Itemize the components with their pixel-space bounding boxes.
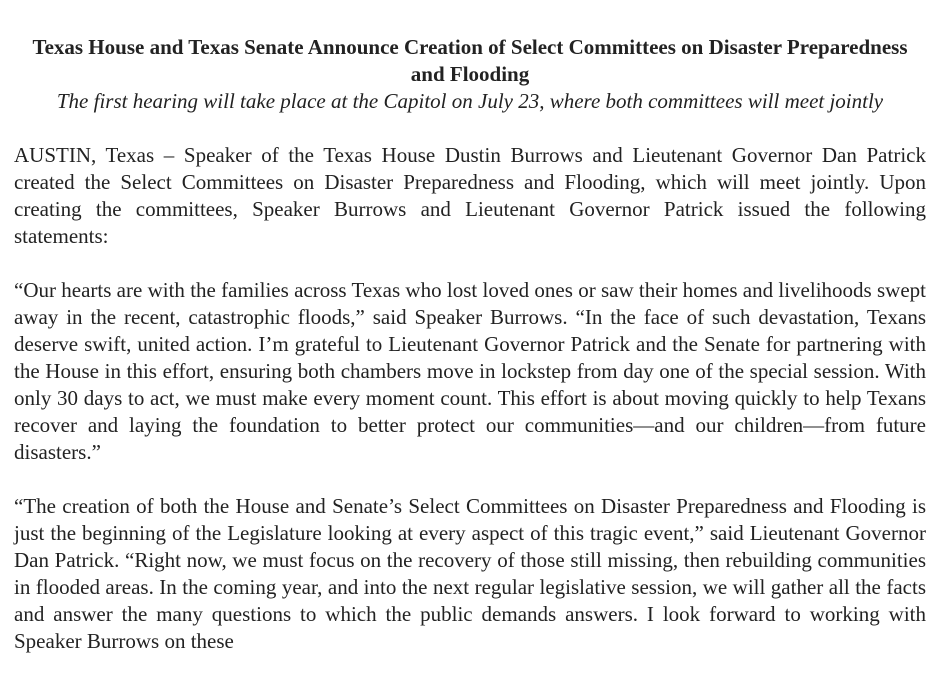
paragraph-intro: AUSTIN, Texas – Speaker of the Texas House Dustin Burrows and Lieutenant Governor Dan Patrick created the Select Committees on Disaster Preparedness and Flooding, which will meet jointly. Upon creating the committees, Speaker Burrows and Lieutenant Governor Patrick issued the following statements: bbox=[14, 143, 926, 248]
paragraph-speaker-quote: “Our hearts are with the families across Texas who lost loved ones or saw their homes and livelihoods swept away in the recent, catastrophic floods,” said Speaker Burrows. “In the face of such devastation, Texans deserve swift, united action. I’m grateful to Lieutenant Governor Patrick and the Senate for partnering with the House in this effort, ensuring both chambers move in lockstep from day one of the special session. With only 30 days to act, we must make every moment count. This effort is about moving quickly to help Texans recover and laying the foundation to better protect our communities—and our children—from future disasters.” bbox=[14, 278, 926, 464]
headline: Texas House and Texas Senate Announce Creation of Select Committees on Disaster Preparedness and Flooding bbox=[32, 35, 908, 86]
subheadline: The first hearing will take place at the Capitol on July 23, where both committees will meet jointly bbox=[56, 89, 884, 113]
paragraph-lt-governor-quote: “The creation of both the House and Senate’s Select Committees on Disaster Preparedness and Flooding is just the beginning of the Legislature looking at every aspect of this tragic event,” said Lieutenant Governor Dan Patrick. “Right now, we must focus on the recovery of those still missing, then rebuilding communities in flooded areas. In the coming year, and into the next regular legislative session, we will gather all the facts and answer the many questions to which the public demands answers. I look forward to working with Speaker Burrows on these bbox=[14, 494, 926, 653]
